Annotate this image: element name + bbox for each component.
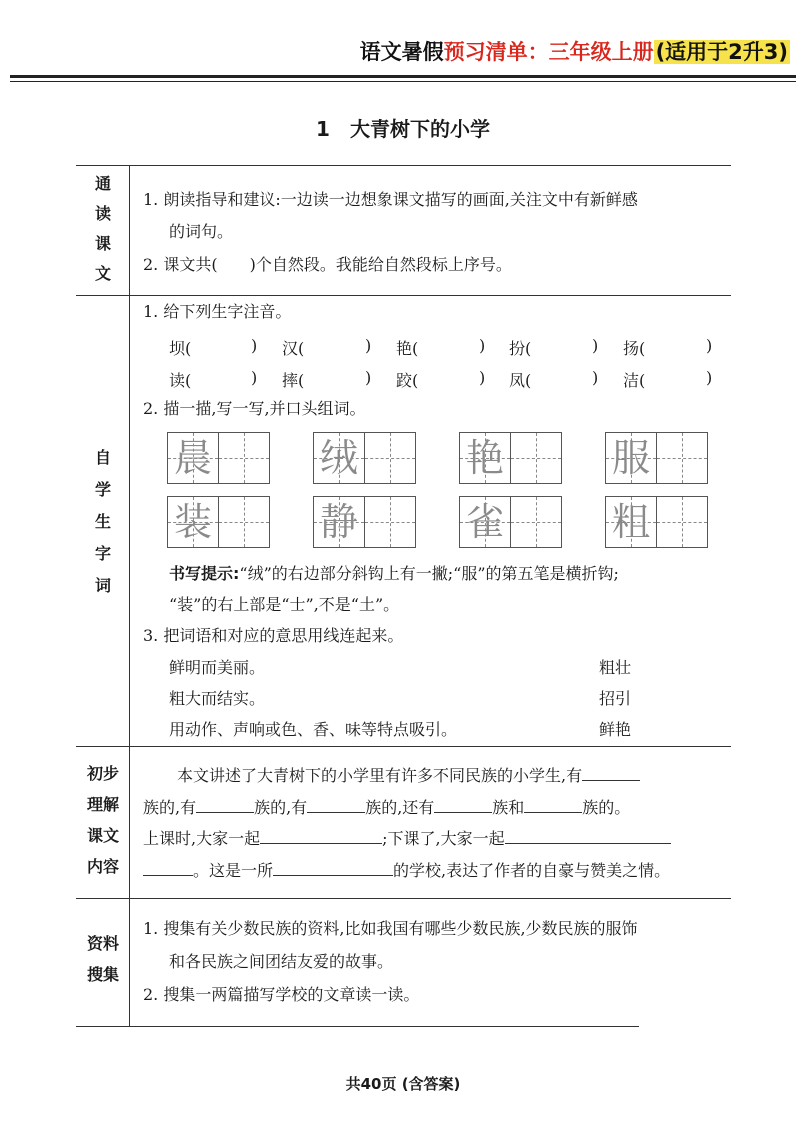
pinyin-close: ) <box>706 336 713 355</box>
writing-hint-line1 <box>169 566 619 582</box>
trace-character: 装 <box>173 500 212 544</box>
section-label-zixue <box>88 450 118 610</box>
writing-grid <box>167 496 270 548</box>
page-header <box>0 36 806 80</box>
label-char: 课文 <box>86 826 119 845</box>
chubu-text: 。这是一所 <box>193 861 274 880</box>
lesson-title: 1 大青树下的小学 <box>316 117 490 141</box>
pinyin-item: 摔( <box>282 371 305 390</box>
pinyin-close: ) <box>592 336 599 355</box>
chubu-text: 本文讲述了大青树下的小学里有许多不同民族的小学生,有 <box>177 766 583 785</box>
grid-cell <box>606 433 656 483</box>
section-label-tongdu <box>88 176 118 296</box>
header-rule-thick <box>10 75 796 78</box>
label-char: 学 <box>94 480 111 499</box>
writing-hint-text: “绒”的右边部分斜钩上有一撇;“服”的第五笔是横折钩; <box>239 564 619 583</box>
grid-cell <box>511 497 561 547</box>
grid-cell <box>511 433 561 483</box>
fill-blank[interactable] <box>505 829 671 844</box>
header-title-part3: (适用于2升3) <box>655 40 788 64</box>
grid-cell <box>219 433 269 483</box>
match-right-item: 招引 <box>599 689 632 708</box>
chubu-text: ;下课了,大家一起 <box>382 829 505 848</box>
pinyin-item: 读( <box>169 371 192 390</box>
ziliao-item2: 2. 搜集一两篇描写学校的文章读一读。 <box>143 985 420 1004</box>
ziliao-item1-line1: 1. 搜集有关少数民族的资料,比如我国有哪些少数民族,少数民族的服饰 <box>143 919 638 938</box>
zixue-q3: 3. 把词语和对应的意思用线连起来。 <box>143 626 404 645</box>
row-divider <box>76 746 731 747</box>
zixue-q2: 2. 描一描,写一写,并口头组词。 <box>143 399 366 418</box>
writing-grid <box>459 432 562 484</box>
trace-character: 静 <box>319 500 358 544</box>
label-char: 理解 <box>86 795 119 814</box>
grid-cell <box>460 433 510 483</box>
grid-cell <box>168 433 218 483</box>
chubu-text: 上课时,大家一起 <box>143 829 261 848</box>
grid-cell <box>606 497 656 547</box>
ziliao-item1-line2: 和各民族之间团结友爱的故事。 <box>169 952 394 971</box>
match-right-item: 鲜艳 <box>599 720 632 739</box>
pinyin-close: ) <box>479 368 486 387</box>
pinyin-item: 汉( <box>282 339 305 358</box>
pinyin-close: ) <box>479 336 486 355</box>
fill-blank[interactable] <box>434 798 492 813</box>
label-char: 内容 <box>86 857 119 876</box>
chubu-line2 <box>143 798 630 816</box>
writing-grid <box>459 496 562 548</box>
chubu-text: 族和 <box>492 798 525 817</box>
writing-hint-label: 书写提示: <box>169 564 240 583</box>
label-char: 文 <box>94 264 111 283</box>
grid-cell <box>314 433 364 483</box>
pinyin-close: ) <box>592 368 599 387</box>
pinyin-item: 扬( <box>623 339 646 358</box>
label-char: 初步 <box>86 764 119 783</box>
tongdu-item2: 2. 课文共( )个自然段。我能给自然段标上序号。 <box>143 255 512 274</box>
match-right-item: 粗壮 <box>599 658 632 677</box>
zixue-q1: 1. 给下列生字注音。 <box>143 302 292 321</box>
column-divider <box>129 165 130 1026</box>
match-left-item: 鲜明而美丽。 <box>169 658 266 677</box>
grid-cell <box>219 497 269 547</box>
pinyin-item: 艳( <box>396 339 419 358</box>
chubu-line3 <box>143 829 671 847</box>
grid-cell <box>657 433 707 483</box>
fill-blank[interactable] <box>196 798 254 813</box>
chubu-text: 的学校,表达了作者的自豪与赞美之情。 <box>393 861 671 880</box>
trace-character: 绒 <box>319 436 358 480</box>
label-char: 词 <box>94 576 111 595</box>
chubu-line1 <box>177 766 640 784</box>
header-title-part2: 预习清单：三年级上册 <box>443 40 654 64</box>
label-char: 生 <box>94 512 111 531</box>
chubu-line4 <box>143 861 670 879</box>
fill-blank[interactable] <box>143 861 193 876</box>
trace-character: 艳 <box>465 436 504 480</box>
header-title <box>360 36 790 66</box>
label-char: 字 <box>94 544 111 563</box>
table-bottom-border <box>76 1026 639 1027</box>
fill-blank[interactable] <box>307 798 365 813</box>
grid-cell <box>365 433 415 483</box>
pinyin-item: 坝( <box>169 339 192 358</box>
pinyin-item: 凤( <box>509 371 532 390</box>
label-char: 自 <box>94 448 111 467</box>
fill-blank[interactable] <box>273 861 393 876</box>
page-footer: 共40页 (含答案) <box>345 1075 461 1093</box>
label-char: 通 <box>94 174 111 193</box>
match-left-item: 粗大而结实。 <box>169 689 266 708</box>
label-char: 读 <box>94 204 111 223</box>
writing-grid <box>605 432 708 484</box>
tongdu-item1-line1: 1. 朗读指导和建议:一边读一边想象课文描写的画面,关注文中有新鲜感 <box>143 190 638 209</box>
pinyin-close: ) <box>251 368 258 387</box>
trace-character: 粗 <box>611 500 650 544</box>
fill-blank[interactable] <box>260 829 382 844</box>
trace-character: 晨 <box>173 436 212 480</box>
writing-grid <box>313 432 416 484</box>
header-rule-thin <box>10 81 796 82</box>
pinyin-close: ) <box>706 368 713 387</box>
match-left-item: 用动作、声响或色、香、味等特点吸引。 <box>169 720 458 739</box>
chubu-text: 族的,有 <box>254 798 308 817</box>
chubu-text: 族的,有 <box>143 798 197 817</box>
pinyin-item: 扮( <box>509 339 532 358</box>
row-divider <box>76 295 731 296</box>
pinyin-close: ) <box>365 368 372 387</box>
pinyin-close: ) <box>365 336 372 355</box>
writing-grid <box>167 432 270 484</box>
fill-blank[interactable] <box>524 798 582 813</box>
pinyin-item: 洁( <box>623 371 646 390</box>
writing-hint-line2: “装”的右上部是“士”,不是“土”。 <box>169 595 400 614</box>
pinyin-close: ) <box>251 336 258 355</box>
grid-cell <box>168 497 218 547</box>
grid-cell <box>460 497 510 547</box>
pinyin-item: 跤( <box>396 371 419 390</box>
grid-cell <box>365 497 415 547</box>
label-char: 课 <box>94 234 111 253</box>
fill-blank[interactable] <box>582 766 640 781</box>
chubu-text: 族的,还有 <box>365 798 435 817</box>
section-label-chubu <box>80 766 126 890</box>
trace-character: 雀 <box>465 500 504 544</box>
row-divider <box>76 898 731 899</box>
label-char: 搜集 <box>86 965 119 984</box>
header-title-part1: 语文暑假 <box>359 40 444 64</box>
writing-grid <box>313 496 416 548</box>
grid-cell <box>657 497 707 547</box>
label-char: 资料 <box>86 934 119 953</box>
table-top-border <box>76 165 731 166</box>
grid-cell <box>314 497 364 547</box>
trace-character: 服 <box>611 436 650 480</box>
writing-grid <box>605 496 708 548</box>
chubu-text: 族的。 <box>582 798 631 817</box>
section-label-ziliao <box>80 936 126 998</box>
tongdu-item1-line2: 的词句。 <box>169 222 234 241</box>
